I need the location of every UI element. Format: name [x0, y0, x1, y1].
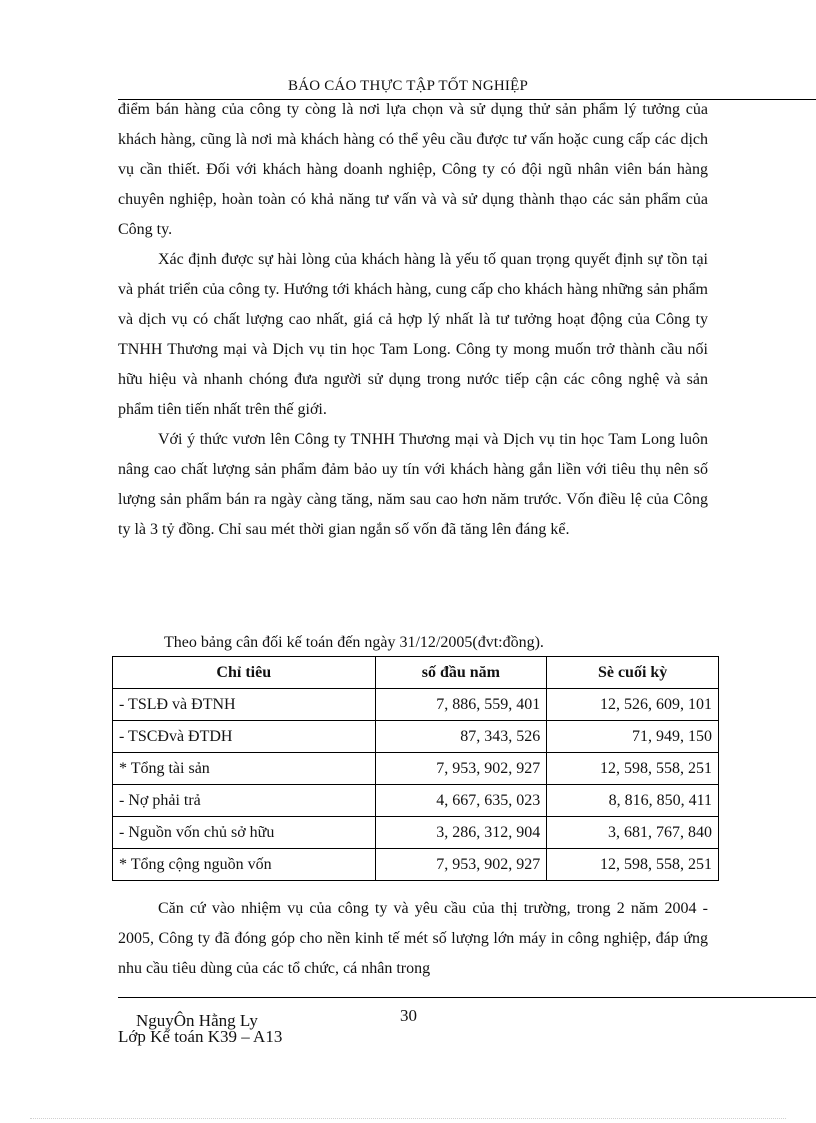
footer-author: NguyÔn Hằng Ly [136, 1011, 258, 1030]
row-ending-value: 3, 681, 767, 840 [547, 817, 719, 849]
row-label: - Nợ phải trả [113, 785, 376, 817]
row-ending-value: 12, 598, 558, 251 [547, 849, 719, 881]
row-beginning-value: 7, 953, 902, 927 [375, 753, 547, 785]
row-label: * Tổng cộng nguồn vốn [113, 849, 376, 881]
row-ending-value: 12, 526, 609, 101 [547, 689, 719, 721]
balance-sheet-table [112, 656, 719, 881]
table-row [113, 849, 719, 881]
row-beginning-value: 7, 953, 902, 927 [375, 849, 547, 881]
row-ending-value: 12, 598, 558, 251 [547, 753, 719, 785]
column-header-indicator: Chỉ tiêu [113, 657, 376, 689]
table-header-row [113, 657, 719, 689]
table-caption: Theo bảng cân đối kế toán đến ngày 31/12/2005(đvt:đồng). [164, 634, 544, 651]
running-header-title: BÁO CÁO THỰC TẬP TỐT NGHIỆP [288, 78, 528, 94]
row-ending-value: 8, 816, 850, 411 [547, 785, 719, 817]
paragraph-company-growth: Với ý thức vươn lên Công ty TNHH Thương mại và Dịch vụ tin học Tam Long luôn nâng cao chất lượng sản phẩm đảm bảo uy tín với khách hàng gắn liền với tiêu thụ nên số lượng sản phẩm bán ra ngày càng tăng, năm sau cao hơn năm trước. Vốn điều lệ của Công ty là 3 tỷ đồng. Chỉ sau mét thời gian ngắn số vốn đã tăng lên đáng kể. [118, 431, 708, 538]
table-row [113, 753, 719, 785]
column-header-beginning: số đầu năm [375, 657, 547, 689]
page-bottom-edge [30, 1118, 786, 1119]
row-label: - TSLĐ và ĐTNH [113, 689, 376, 721]
closing-text [118, 894, 708, 984]
page-number: 30 [400, 1006, 417, 1025]
table-row [113, 817, 719, 849]
row-label: * Tổng tài sản [113, 753, 376, 785]
row-ending-value: 71, 949, 150 [547, 721, 719, 753]
row-beginning-value: 4, 667, 635, 023 [375, 785, 547, 817]
body-text [118, 95, 708, 545]
paragraph-continued: điểm bán hàng của công ty còng là nơi lựa chọn và sử dụng thử sản phẩm lý tưởng của khách hàng, cũng là nơi mà khách hàng có thể yêu cầu được tư vấn hoặc cung cấp các dịch vụ cần thiết. Đối với khách hàng doanh nghiệp, Công ty có đội ngũ nhân viên bán hàng chuyên nghiệp, hoàn toàn có khả năng tư vấn và và sử dụng thành thạo các sản phẩm của Công ty. [118, 101, 708, 238]
table-row [113, 721, 719, 753]
paragraph-market-contribution: Căn cứ vào nhiệm vụ của công ty và yêu cầu của thị trường, trong 2 năm 2004 - 2005, Công ty đã đóng góp cho nền kinh tế mét số lượng lớn máy in công nghiệp, đáp ứng nhu cầu tiêu dùng của các tổ chức, cá nhân trong [118, 900, 708, 977]
column-header-ending: Sè cuối kỳ [547, 657, 719, 689]
footer-class: Lớp Kế toán K39 – A13 [118, 1027, 283, 1046]
footer-divider [118, 997, 816, 998]
row-beginning-value: 3, 286, 312, 904 [375, 817, 547, 849]
table-row [113, 689, 719, 721]
row-beginning-value: 7, 886, 559, 401 [375, 689, 547, 721]
row-beginning-value: 87, 343, 526 [375, 721, 547, 753]
paragraph-customer-satisfaction: Xác định được sự hài lòng của khách hàng là yếu tố quan trọng quyết định sự tồn tại và phát triển của công ty. Hướng tới khách hàng, cung cấp cho khách hàng những sản phẩm và dịch vụ có chất lượng cao nhất, giá cả hợp lý nhất là tư tưởng hoạt động của Công ty TNHH Thương mại và Dịch vụ tin học Tam Long. Công ty mong muốn trở thành cầu nối hữu hiệu và nhanh chóng đưa người sử dụng trong nước tiếp cận các công nghệ và sản phẩm tiên tiến nhất trên thế giới. [118, 251, 708, 418]
row-label: - Nguồn vốn chủ sở hữu [113, 817, 376, 849]
row-label: - TSCĐvà ĐTDH [113, 721, 376, 753]
table-row [113, 785, 719, 817]
